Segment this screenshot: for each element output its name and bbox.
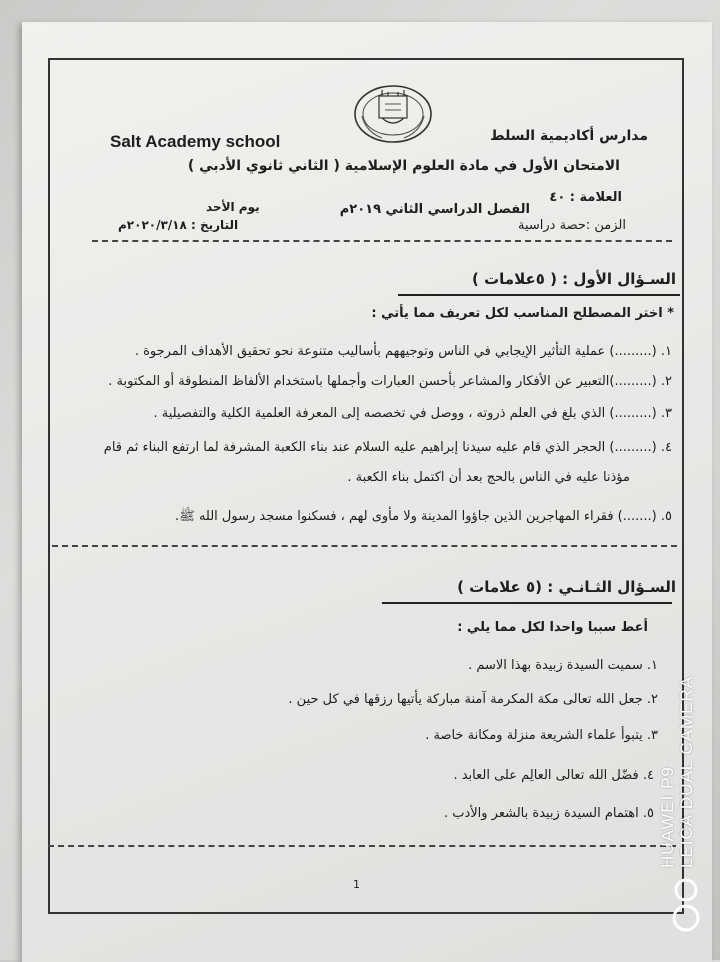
question2-item: ١. سميت السيدة زبيدة بهذا الاسم . <box>468 658 658 673</box>
camera-watermark <box>660 618 720 938</box>
question1-underline <box>398 294 680 296</box>
watermark-text <box>658 618 696 868</box>
school-name-english: Salt Academy school <box>110 132 281 151</box>
exam-title: الامتحان الأول في مادة العلوم الإسلامية ( الثاني ثانوي الأدبي ) <box>187 158 620 174</box>
question2-item: ٢. جعل الله تعالى مكة المكرمة آمنة مباركة يأتيها رزقها في كل حين . <box>288 692 658 707</box>
footer-divider <box>48 845 676 847</box>
question2-heading: السـؤال الثـانـي : (٥ علامات ) <box>457 578 676 596</box>
question2-underline <box>382 602 672 604</box>
question2-item: ٥. اهتمام السيدة زبيدة بالشعر والأدب . <box>443 806 654 821</box>
question1-instruction: * اختر المصطلح المناسب لكل تعريف مما يأتي : <box>371 306 674 321</box>
camera-lens-icon <box>664 876 708 934</box>
question1-item: ٥. (.......) فقراء المهاجرين الذين جاؤوا المدينة ولا مأوى لهم ، فسكنوا مسجد رسول الله ﷺ. <box>174 509 672 524</box>
question1-item: ٢. (.........)التعبير عن الأفكار والمشاعر بأحسن العبارات وأجملها باستخدام الألفاظ المنطوقة أو المكتوبة . <box>108 374 672 389</box>
watermark-line1: HUAWEI P9 <box>658 766 677 868</box>
section-divider <box>52 545 677 547</box>
exam-day: يوم الأحد <box>206 200 260 214</box>
watermark-line2: LEICA DUAL CAMERA <box>677 675 696 868</box>
page-border <box>48 58 684 914</box>
school-crest-logo <box>352 84 434 146</box>
question1-heading: السـؤال الأول : ( ٥علامات ) <box>472 270 676 288</box>
question1-item-continuation: مؤذنا عليه في الناس بالحج بعد أن اكتمل بناء الكعبة . <box>347 470 630 485</box>
question2-instruction: أعط سببا واحدا لكل مما يلي : <box>457 620 648 635</box>
header-divider <box>92 240 672 242</box>
question2-item: ٣. يتبوأ علماء الشريعة منزلة ومكانة خاصة . <box>425 728 658 743</box>
school-name-arabic: مدارس أكاديمية السلط <box>490 128 648 144</box>
page-number: 1 <box>353 878 360 891</box>
semester: الفصل الدراسي الثاني ٢٠١٩م <box>339 202 530 217</box>
total-grade: العلامة : ٤٠ <box>549 190 622 205</box>
question1-item: ٣. (.........) الذي بلغ في العلم ذروته ، ووصل في تخصصه إلى المعرفة العلمية الكلية والتفصيلية . <box>153 406 672 421</box>
question2-item: ٤. فضّل الله تعالى العالِم على العابد . <box>453 768 654 783</box>
question1-item: ٤. (.........) الحجر الذي قام عليه سيدنا إبراهيم عليه السلام عند بناء الكعبة المشرفة لما ارتفع البناء ثم قام <box>103 440 672 455</box>
question1-item: ١. (.........) عملية التأثير الإيجابي في الناس وتوجيههم بأساليب متنوعة نحو تحقيق الأهداف المرجوة . <box>134 344 672 359</box>
exam-date: التاريخ : ٢٠٢٠/٣/١٨م <box>118 218 239 232</box>
exam-time: الزمن :حصة دراسية <box>518 218 626 233</box>
